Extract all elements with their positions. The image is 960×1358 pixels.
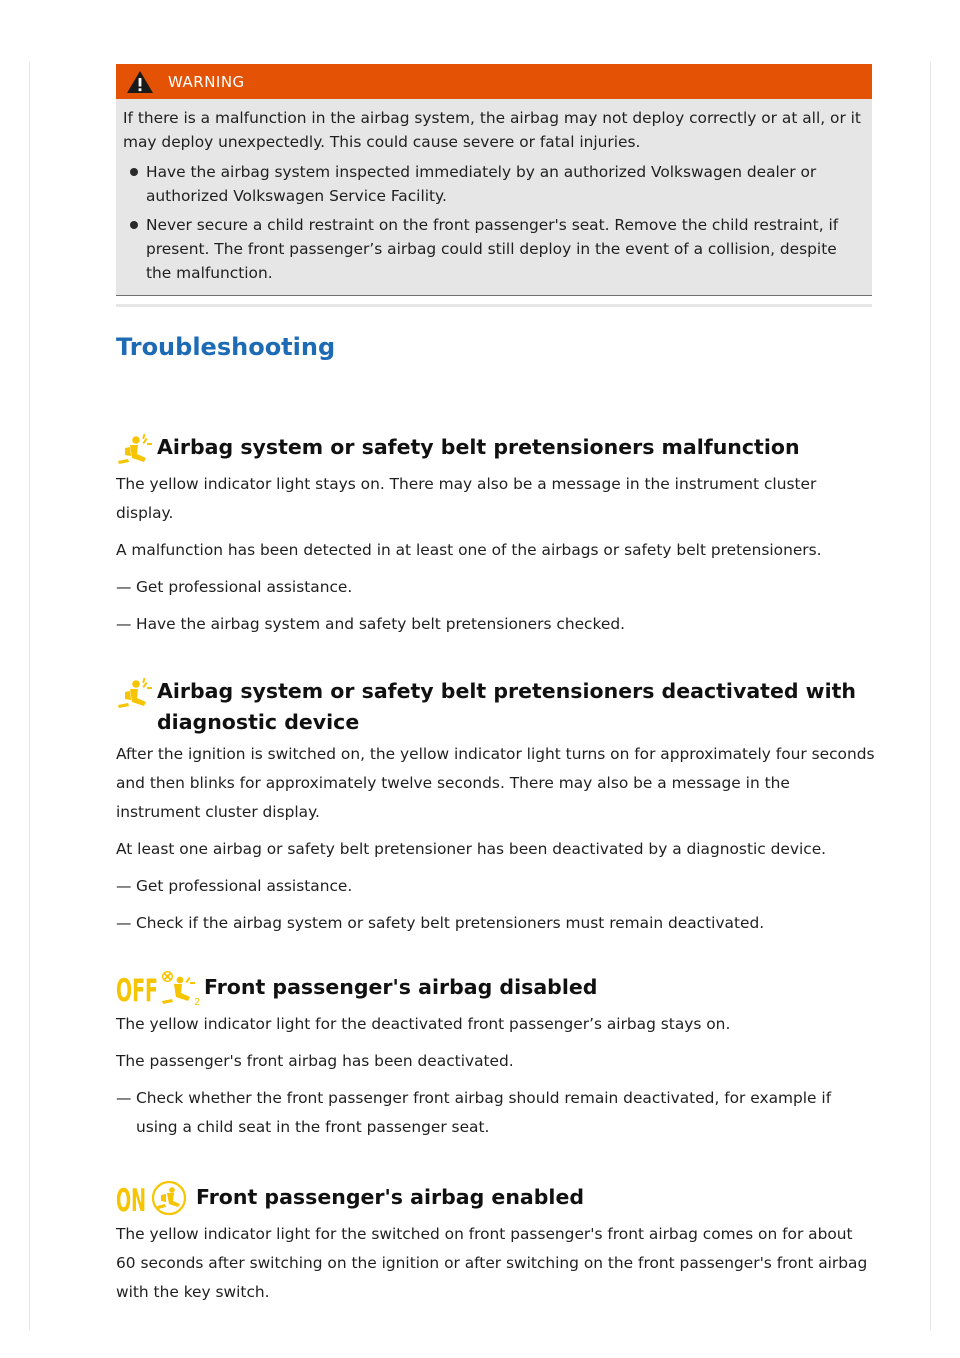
warning-text: If there is a malfunction in the airbag system, the airbag may not deploy correctly or at all, or it may deploy unexpectedly. This could cause severe or fatal injuries. — [123, 109, 861, 151]
section-heading: Front passenger's airbag enabled — [196, 1185, 585, 1209]
step-item: — Check if the airbag system or safety belt pretensioners must remain deactivated. — [116, 914, 765, 932]
step-list — [116, 573, 876, 639]
step-item: — Get professional assistance. — [116, 578, 353, 596]
warning-bullet: Never secure a child restraint on the front passenger's seat. Remove the child restraint, if present. The front passenger’s airbag could still deploy in the event of a collision, despite the malfunction. — [123, 213, 864, 285]
page-title: Troubleshooting — [116, 333, 336, 361]
step-item: — Check whether the front passenger front airbag should remain deactivated, for example if using a child seat in the front passenger seat. — [116, 1089, 832, 1136]
section-heading: Airbag system or safety belt pretensioners malfunction — [157, 435, 800, 459]
section-body — [116, 1220, 876, 1307]
step-list — [116, 1084, 876, 1142]
svg-text:ON: ON — [116, 1183, 146, 1216]
warning-header — [116, 64, 872, 99]
svg-text:2: 2 — [194, 997, 200, 1006]
airbag-indicator-icon — [116, 678, 152, 708]
page-margin-left — [29, 62, 30, 1330]
paragraph: After the ignition is switched on, the yellow indicator light turns on for approximately four seconds and then blinks for approximately twelve seconds. There may also be a message in the instrument cluster display. — [116, 745, 875, 821]
warning-bullet: Have the airbag system inspected immediately by an authorized Volkswagen dealer or authorized Volkswagen Service Facility. — [123, 160, 864, 208]
section-body — [116, 470, 876, 639]
bullet-dot-icon — [130, 221, 138, 229]
paragraph: A malfunction has been detected in at least one of the airbags or safety belt pretensioners. — [116, 541, 822, 559]
paragraph: The passenger's front airbag has been deactivated. — [116, 1052, 514, 1070]
warning-box — [116, 64, 872, 296]
bullet-dot-icon — [130, 168, 138, 176]
svg-text:OFF: OFF — [116, 973, 158, 1006]
warning-body — [116, 99, 872, 295]
warning-label: WARNING — [168, 72, 245, 91]
airbag-indicator-icon — [116, 434, 152, 464]
warning-triangle-icon — [126, 70, 154, 94]
paragraph: The yellow indicator light for the switched on front passenger's front airbag comes on for about 60 seconds after switching on the ignition or after switching on the front passenger's front airbag with the key switch. — [116, 1225, 868, 1301]
section-passenger-airbag-disabled — [116, 972, 876, 1150]
section-airbag-deactivated — [116, 676, 876, 946]
passenger-airbag-off-icon — [116, 970, 200, 1006]
step-item: — Have the airbag system and safety belt pretensioners checked. — [116, 615, 626, 633]
section-header — [116, 1182, 876, 1216]
section-airbag-malfunction — [116, 432, 876, 647]
section-header — [116, 432, 876, 464]
warning-bullet-list — [123, 160, 864, 285]
page-margin-right — [930, 62, 931, 1330]
paragraph: The yellow indicator light stays on. There may also be a message in the instrument cluster display. — [116, 475, 817, 522]
section-passenger-airbag-enabled — [116, 1182, 876, 1315]
passenger-airbag-on-icon — [116, 1180, 190, 1216]
section-body — [116, 1010, 876, 1142]
section-body — [116, 740, 876, 938]
section-heading: Front passenger's airbag disabled — [204, 975, 598, 999]
section-header — [116, 676, 876, 738]
paragraph: At least one airbag or safety belt pretensioner has been deactivated by a diagnostic device. — [116, 840, 827, 858]
step-list — [116, 872, 876, 938]
paragraph: The yellow indicator light for the deactivated front passenger’s airbag stays on. — [116, 1015, 731, 1033]
section-heading: Airbag system or safety belt pretensioners deactivated with diagnostic device — [157, 679, 857, 734]
section-header — [116, 972, 876, 1006]
step-item: — Get professional assistance. — [116, 877, 353, 895]
section-divider — [116, 304, 872, 307]
